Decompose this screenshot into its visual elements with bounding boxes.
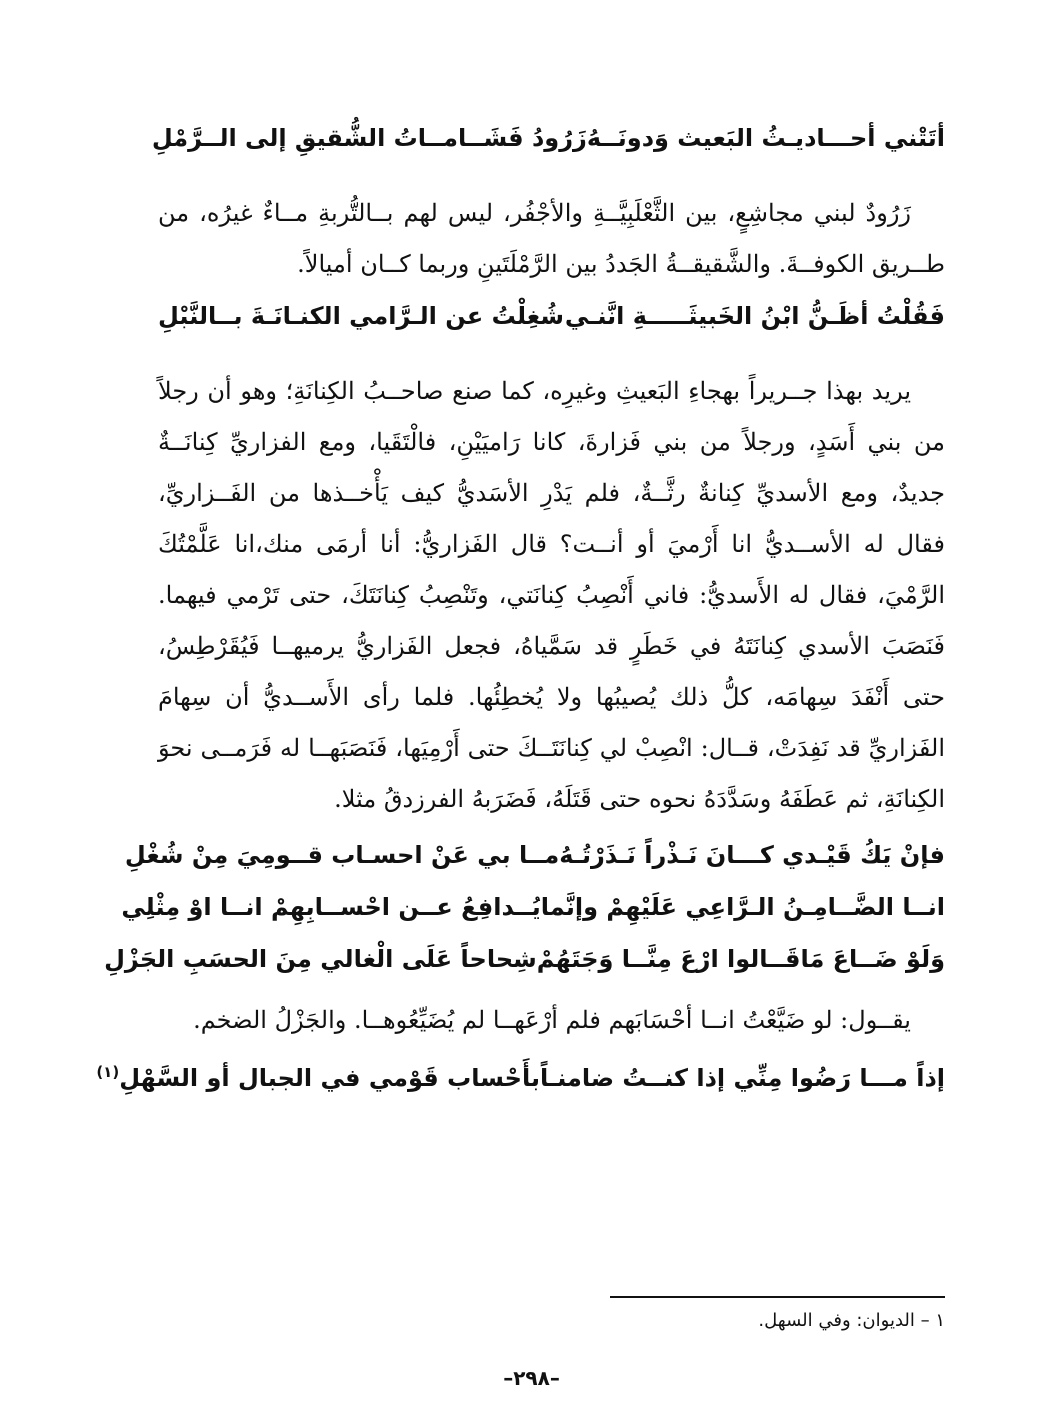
- verse-second-hemistich: [96, 1046, 540, 1104]
- commentary-paragraph: [158, 188, 945, 290]
- paragraph-text: زَرُودٌ لبني مجاشِعٍ، بين الثَّعْلَبِيَّــةِ والأجْفُر، ليس لهم بــالتُّربةِ مــاءٌ غيرُه، من طــريق الكوفــةَ. والشَّقيقــةُ الجَددُ بين الرَّمْلَتَينِ وربما كــان أميالاً.: [158, 199, 945, 278]
- page-number: –٢٩٨–: [503, 1366, 560, 1390]
- verse-first-hemistich: أتَتْني أحـــاديـثُ البَعيث وَدونَــهُ: [586, 124, 945, 152]
- verse-first-hemistich: إذاً مـــا رَضُوا مِنِّي إذا كنــتُ ضامنـاً: [539, 1064, 945, 1092]
- verse-second-hemistich: شِحاحاً عَلَى الْغالي مِنَ الحسَبِ الجَزْلِ: [104, 945, 537, 973]
- verse-line: [151, 112, 945, 164]
- commentary-paragraph: [158, 366, 945, 825]
- verse-line: [96, 1046, 945, 1104]
- verse-line: [104, 933, 945, 985]
- verse-second-hemistich: شُغِلْتُ عن الـرَّامي الكنـانَـةَ بــالنَّبْلِ: [158, 302, 564, 330]
- footnote-reference: (١): [96, 1063, 120, 1081]
- verse-second-hemistich: يُــدافِعُ عــن احْســابِهِمْ انــا اوْ مِثْلِي: [121, 893, 541, 921]
- verse-first-hemistich: انــا الضَّــامِـنُ الـرَّاعِي عَلَيْهِمْ وإنَّما: [540, 893, 945, 921]
- verse-text: بأَحْساب قَوْمي في الجبال أو السَّهْلِ: [119, 1064, 540, 1092]
- verse-first-hemistich: وَلَوْ ضَــاعَ مَاقَــالوا ارْعَ مِنَّــا وَجَتَهُمْ: [536, 945, 945, 973]
- paragraph-text: يقــول: لو ضَيَّعْتُ انــا أحْسَابَهم فلم أرْعَهــا لم يُضَيِّعُوهــا. والجَزْلُ الضخم.: [193, 1006, 911, 1034]
- page-body: [96, 112, 945, 1104]
- verse-second-hemistich: زَرُودُ فَشَــامــاتُ الشُّقيقِ إلى الــرَّمْلِ: [151, 124, 587, 152]
- footnote-divider: [610, 1296, 945, 1298]
- verse-line: [158, 290, 945, 342]
- footnote: ١ – الديوان: وفي السهل.: [758, 1310, 945, 1331]
- verse-second-hemistich: مــا بي عَنْ احسـاب قــومِيَ مِنْ شُغْلِ: [124, 841, 560, 869]
- commentary-paragraph: [158, 995, 945, 1046]
- verse-line: [121, 881, 945, 933]
- verse-line: [124, 829, 945, 881]
- verse-first-hemistich: فإنْ يَكُ قَيْـدي كـــانَ نَـذْراً نَـذَرْتُـهُ: [559, 841, 945, 869]
- verse-first-hemistich: فَقُلْتُ أظَـنُّ ابْنُ الخَبيثَـــــةِ انَّنـي: [564, 302, 945, 330]
- paragraph-text: يريد بهذا جــريراً بهجاءِ البَعيثِ وغيرِه، كما صنع صاحــبُ الكِنانَةِ؛ وهو أن رجلاً من بني أَسَدٍ، ورجلاً من بني فَزارةَ، كانا رَاميَيْنِ، فالْتَقَيا، ومع الفزاريِّ كِنانَــةٌ جديدٌ، ومع الأسديِّ كِنانةٌ رثَّــةٌ، فلم يَدْرِ الأسَديُّ كيف يَأْخــذها من الفَــزاريِّ، فقال له الأســديُّ انا أَرْميَ أو أنــت؟ قال الفَزاريُّ: أنا أرمَى منك،انا عَلَّمْتُكَ الرَّمْيَ، فقال له الأَسديُّ: فاني أَنْصِبُ كِنانَتي، وتَنْصِبُ كِنانَتَكَ، حتى تَرْمي فيهما. فَنَصَبَ الأسدي كِنانَتَهُ في خَطَرٍ قد سَمَّياهُ، فجعل الفَزاريُّ يرميهــا فَيُقَرْطِسُ، حتى أَنْفَدَ سِهامَه، كلُّ ذلك يُصيبُها ولا يُخطِئُها. فلما رأى الأَســديُّ أن سِهامَ الفَزاريِّ قد نَفِدَتْ، قــال: انْصِبْ لي كِنانَتَــكَ حتى أَرْمِيَها، فَنَصَبَهــا له فَرَمــى نحوَ الكِنانَةِ، ثم عَطَفَهُ وسَدَّدَهُ نحوه حتى قَتَلَهُ، فَضَرَبهُ الفرزدقُ مثلا.: [158, 377, 945, 813]
